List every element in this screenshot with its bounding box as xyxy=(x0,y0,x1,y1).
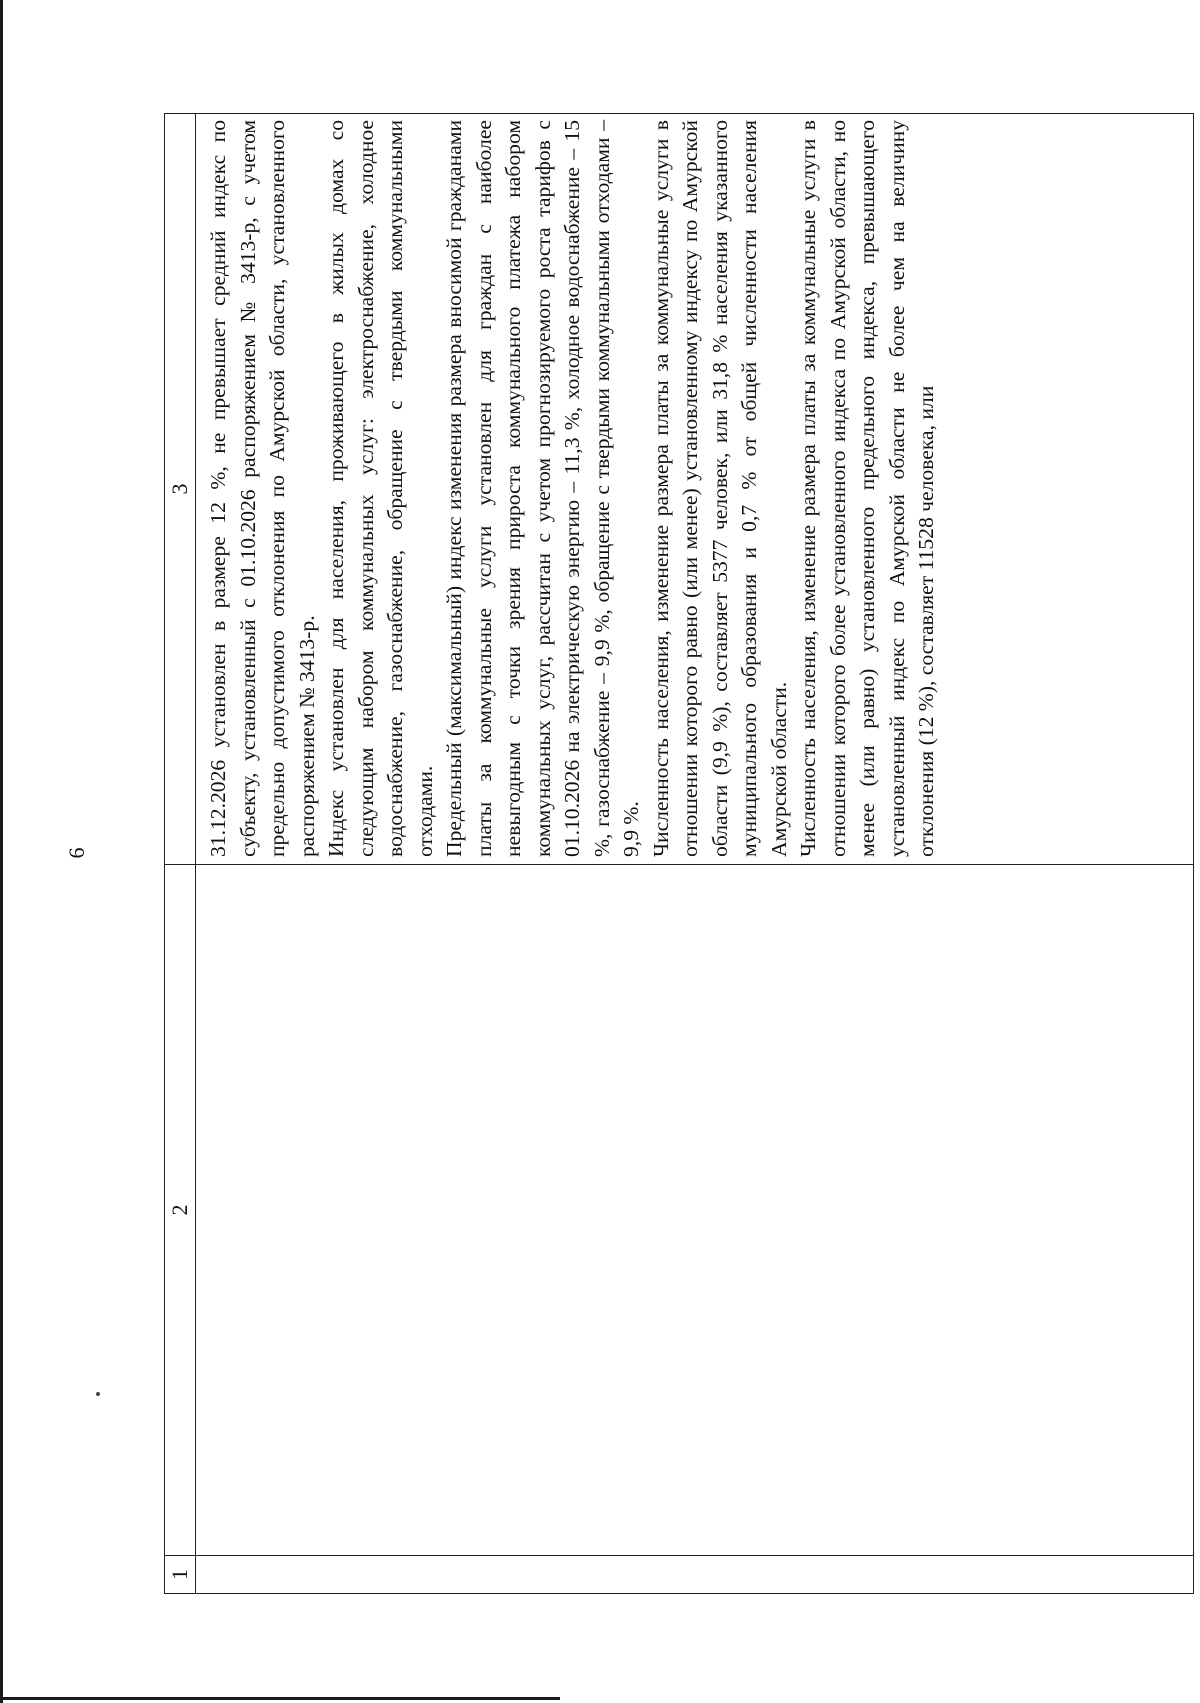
table-header-row xyxy=(165,114,196,1594)
scan-line-bottom xyxy=(0,1697,560,1700)
table-row xyxy=(196,114,1194,1594)
paragraph-max-index: Предельный (максимальный) индекс изменения размера вносимой гражданами платы за коммунальные услуги установлен для граждан с наиболее невыгодным с точки зрения прироста коммунального платежа набором коммунальных услуг, рассчитан с учетом прогнозируемого роста тарифов с 01.10.2026 на электрическую энергию – 11,3 %, холодное водоснабжение – 15 %, газоснабжение – 9,9 %, обращение с твердыми коммунальными отходами – 9,9 %. xyxy=(442,120,643,857)
scan-dot xyxy=(96,1392,100,1396)
column-header-1: 1 xyxy=(165,1556,196,1594)
page-number: 6 xyxy=(64,847,89,859)
scan-edge-left xyxy=(0,0,3,1703)
document-table xyxy=(164,113,1194,1594)
paragraph-index-value: 31.12.2026 установлен в размере 12 %, не превышает средний индекс по субъекту, установленный с 01.10.2026 распоряжением № 3413-р, с учетом предельно допустимого отклонения по Амурской области, установленного распоряжением № 3413-р. xyxy=(206,120,319,857)
paragraph-population-above: Численность населения, изменение размера платы за коммунальные услуги в отношении которого более установленного индекса по Амурской области, но менее (или равно) установленного предельного индекса, превышающего установленный индекс по Амурской области не более чем на величину отклонения (12 %), составляет 11528 человека, или xyxy=(796,120,938,857)
column-header-2: 2 xyxy=(165,865,196,1556)
rotated-page xyxy=(164,114,1194,1594)
paragraph-services-set: Индекс установлен для населения, проживающего в жилых домах со следующим набором коммунальных услуг: электроснабжение, холодное водоснабжение, газоснабжение, обращение с твердыми коммунальными отходами. xyxy=(324,120,437,857)
table-cell-col1 xyxy=(196,1556,1194,1594)
paragraph-population-below: Численность населения, изменение размера платы за коммунальные услуги в отношении которого равно (или менее) установленному индексу по Амурской области (9,9 %), составляет 5377 человек, или 31,8 % населения указанного муниципального образования и 0,7 % от общей численности населения Амурской области. xyxy=(648,120,791,857)
column-header-3: 3 xyxy=(165,114,196,865)
table-cell-col3 xyxy=(196,114,1194,865)
table-cell-col2 xyxy=(196,865,1194,1556)
